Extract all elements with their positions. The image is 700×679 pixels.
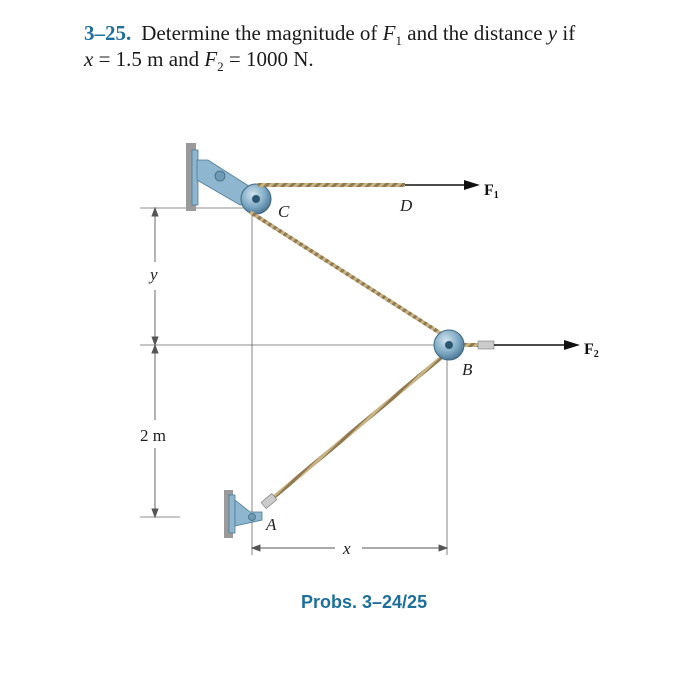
force-f1-label: F1 <box>484 182 499 201</box>
bottom-wall-support <box>224 490 262 538</box>
pulley-c <box>241 184 271 214</box>
force-f2-arrow <box>494 340 580 350</box>
f2-sub: 2 <box>217 59 224 75</box>
pulley-b <box>434 330 464 360</box>
x-dimension-label: x <box>343 539 351 558</box>
force-f1-arrow <box>405 180 480 190</box>
point-b-label: B <box>462 360 473 379</box>
y-symbol: y <box>547 21 558 45</box>
reference-lines <box>140 208 450 555</box>
text-part2: and the distance <box>402 21 548 45</box>
f1-sub: 1 <box>395 33 402 49</box>
force-f2-label: F2 <box>584 341 599 360</box>
x-symbol: x <box>84 47 94 71</box>
two-m-dimension-label: 2 m <box>140 426 166 445</box>
y-dimension-label: y <box>150 265 158 284</box>
f2-symbol: F <box>204 47 218 71</box>
f1-symbol: F <box>382 21 396 45</box>
figure-caption: Probs. 3–24/25 <box>301 592 428 612</box>
problem-number: 3–25. <box>84 21 132 45</box>
vertical-dimension <box>152 208 158 517</box>
point-c-label: C <box>278 202 290 221</box>
point-a-label: A <box>266 515 277 534</box>
text-part1: Determine the magnitude of <box>141 21 383 45</box>
text-part3: if <box>557 21 576 45</box>
text-part5: = 1000 N. <box>223 47 314 71</box>
point-d-label: D <box>400 196 413 215</box>
text-part4: = 1.5 m and <box>93 47 205 71</box>
